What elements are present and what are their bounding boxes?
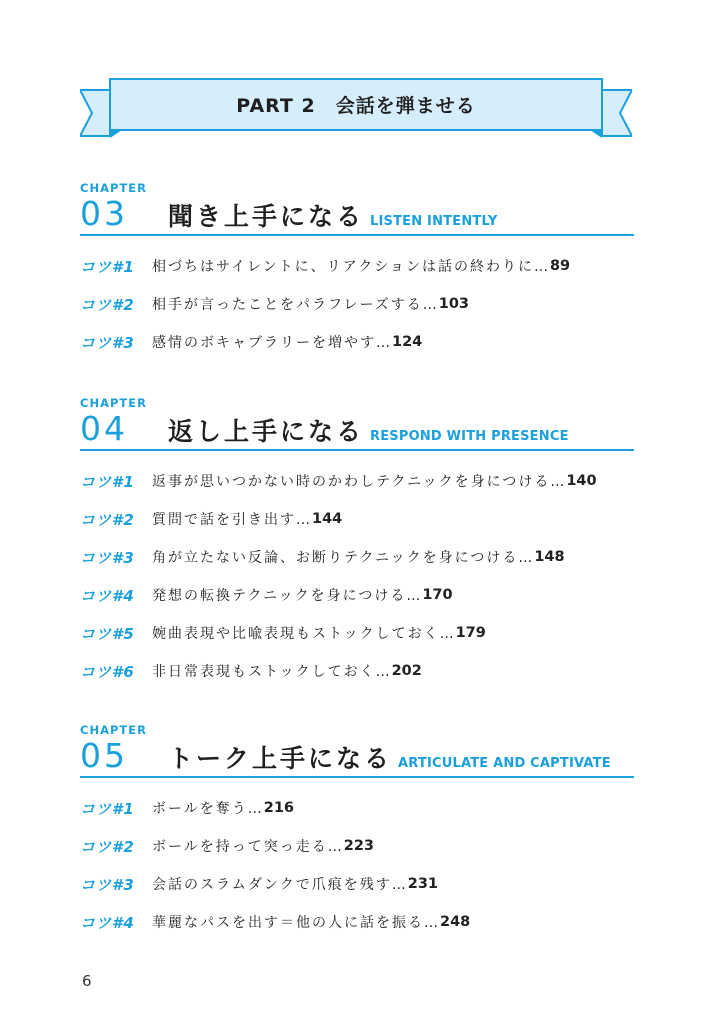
tip-page: 248: [440, 914, 471, 930]
tip-title: 相手が言ったことをパラフレーズする…: [152, 297, 439, 313]
tip-mark: コツ#2: [80, 510, 135, 529]
tip-page: 202: [391, 663, 422, 679]
part-ribbon: [80, 78, 632, 140]
tip-list: [80, 789, 634, 941]
chapter-03: [80, 180, 634, 361]
tip-mark: コツ#2: [80, 295, 135, 314]
tip-page: 179: [455, 625, 486, 641]
tip-item[interactable]: [80, 247, 634, 285]
chapter-label: CHAPTER: [80, 396, 147, 410]
tip-page: 231: [407, 876, 439, 892]
chapter-heading: [80, 196, 634, 236]
tip-title: 会話のスラムダンクで爪痕を残す…: [152, 877, 408, 893]
chapter-number: 05: [80, 736, 128, 775]
tip-item[interactable]: [80, 614, 634, 652]
tip-mark: コツ#6: [80, 662, 135, 681]
chapter-number: 04: [80, 409, 128, 448]
chapter-heading: [80, 411, 634, 451]
tip-item[interactable]: [80, 789, 634, 827]
tip-item[interactable]: [80, 323, 634, 361]
tip-item[interactable]: [80, 652, 634, 690]
part-title: PART 2 会話を弾ませる: [236, 94, 476, 117]
tip-title: 発想の転換テクニックを身につける…: [152, 588, 423, 604]
tip-mark: コツ#5: [80, 624, 135, 643]
tip-mark: コツ#1: [80, 472, 135, 491]
tip-title: 返事が思いつかない時のかわしテクニックを身につける…: [152, 474, 567, 490]
tip-mark: コツ#4: [80, 913, 135, 932]
tip-mark: コツ#1: [80, 799, 135, 818]
tip-page: 124: [392, 334, 423, 350]
tip-title: ボールを奪う…: [152, 801, 264, 817]
tip-item[interactable]: [80, 462, 634, 500]
tip-title: 質問で話を引き出す…: [152, 512, 312, 528]
chapter-subtitle: ARTICULATE AND CAPTIVATE: [398, 756, 611, 771]
chapter-04: [80, 395, 634, 690]
tip-mark: コツ#3: [80, 875, 135, 894]
tip-item[interactable]: [80, 865, 634, 903]
page-number: 6: [82, 972, 92, 990]
tip-item[interactable]: [80, 827, 634, 865]
tip-list: [80, 247, 634, 361]
chapter-title: 聞き上手になる: [168, 202, 365, 231]
tip-page: 148: [534, 549, 565, 565]
tip-item[interactable]: [80, 500, 634, 538]
tip-page: 140: [566, 473, 597, 489]
tip-page: 89: [549, 258, 571, 274]
tip-mark: コツ#1: [80, 257, 135, 276]
tip-item[interactable]: [80, 903, 634, 941]
tip-title: ボールを持って突っ走る…: [152, 839, 344, 855]
chapter-title: トーク上手になる: [168, 744, 393, 773]
tip-title: 非日常表現もストックしておく…: [152, 664, 392, 680]
tip-mark: コツ#3: [80, 548, 135, 567]
tip-title: 華麗なパスを出す＝他の人に話を振る…: [152, 915, 440, 931]
chapter-subtitle: LISTEN INTENTLY: [370, 214, 498, 229]
chapter-heading: [80, 738, 634, 778]
chapter-number: 03: [80, 194, 128, 233]
tip-page: 170: [422, 587, 453, 603]
tip-mark: コツ#2: [80, 837, 135, 856]
chapter-label: CHAPTER: [80, 723, 147, 737]
tip-title: 角が立たない反論、お断りテクニックを身につける…: [152, 550, 535, 566]
tip-mark: コツ#3: [80, 333, 135, 352]
tip-page: 144: [312, 511, 343, 527]
chapter-title: 返し上手になる: [168, 417, 365, 446]
tip-list: [80, 462, 634, 690]
tip-page: 216: [263, 800, 295, 816]
chapter-subtitle: RESPOND WITH PRESENCE: [370, 429, 569, 444]
tip-item[interactable]: [80, 285, 634, 323]
tip-item[interactable]: [80, 576, 634, 614]
tip-mark: コツ#4: [80, 586, 135, 605]
chapter-label: CHAPTER: [80, 181, 147, 195]
tip-title: 相づちはサイレントに、リアクションは話の終わりに…: [152, 259, 550, 275]
tip-page: 103: [438, 296, 470, 312]
chapter-05: [80, 722, 634, 941]
tip-page: 223: [343, 838, 375, 854]
tip-title: 感情のボキャブラリーを増やす…: [152, 335, 392, 351]
tip-item[interactable]: [80, 538, 634, 576]
tip-title: 婉曲表現や比喩表現もストックしておく…: [152, 626, 456, 642]
